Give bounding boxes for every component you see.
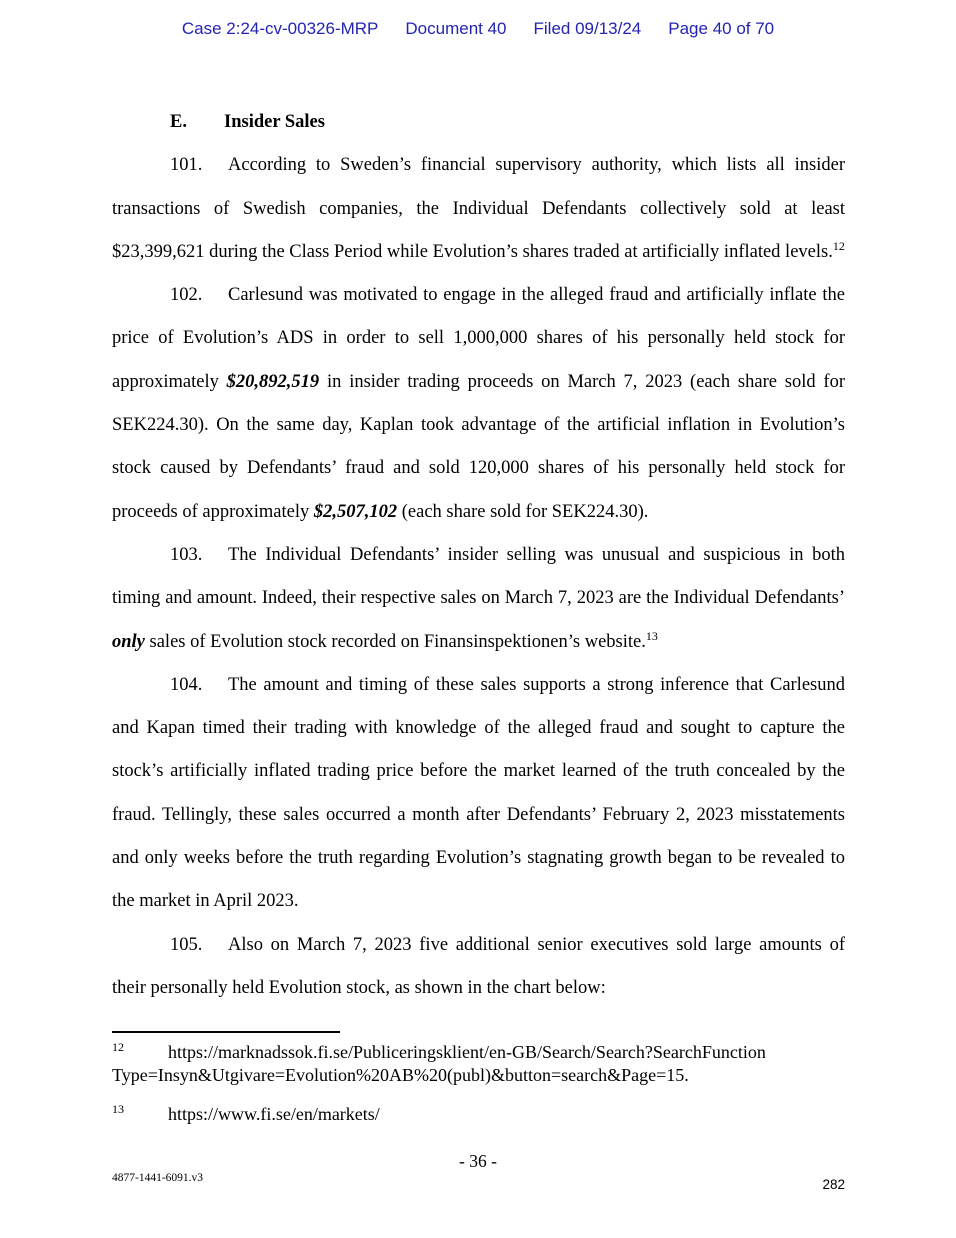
paragraph-101: [112, 144, 845, 274]
footnote-12: 12 https://marknadssok.fi.se/Publiceringsklient/en-GB/Search/Search?SearchFunction Type=Insyn&Utgivare=Evolution%20AB%20(publ)&button=search&Page=15.: [112, 1041, 845, 1087]
section-heading: [112, 101, 845, 144]
court-filing-stamp: [0, 19, 956, 39]
text-run: (each share sold for SEK224.30).: [397, 501, 649, 522]
paragraph-105: [112, 924, 845, 1011]
paragraph-102: [112, 274, 845, 534]
paragraph-number: 102.: [170, 285, 203, 306]
document-body: [112, 101, 845, 1010]
text-run: According to Sweden’s financial supervisory authority, which lists all insider transactions of Swedish companies, the Individual Defendants collectively sold at least $23,399,621 during the Class Period while Evolution’s shares traded at artificially inflated levels.: [112, 155, 845, 262]
paragraph-103: [112, 534, 845, 664]
paragraph-number: 103.: [170, 544, 203, 565]
paragraph-number: 104.: [170, 674, 203, 695]
page-number: - 36 -: [459, 1151, 497, 1171]
emphasized-word: only: [112, 631, 145, 652]
document-control-number: 4877-1441-6091.v3: [112, 1172, 204, 1184]
emphasized-amount: $20,892,519: [226, 371, 320, 392]
paragraph-number: 101.: [170, 155, 203, 176]
bates-number: 282: [822, 1177, 845, 1192]
footnotes-section: [112, 1031, 845, 1126]
text-run: in insider trading proceeds on March 7, 2023 (each share sold for SEK224.30). On the same day, Kaplan took advantage of the artificial inflation in Evolution’s stock caused by Defendants’ fraud and sold 120,000 shares of his personally held stock for proceeds of approximately: [112, 371, 845, 522]
footnote-ref-13: 13: [645, 628, 658, 643]
stamp-page-of: Page 40 of 70: [668, 19, 775, 38]
footnote-url: https://www.fi.se/en/markets/: [168, 1104, 380, 1124]
text-run: The amount and timing of these sales supports a strong inference that Carlesund and Kapan timed their trading with knowledge of the alleged fraud and sought to capture the stock’s artificially inflated trading price before the market learned of the truth concealed by the fraud. Tellingly, these sales occurred a month after Defendants’ February 2, 2023 misstatements and only weeks before the truth regarding Evolution’s stagnating growth began to be revealed to the market in April 2023.: [112, 674, 845, 912]
paragraph-104: [112, 664, 845, 924]
section-title: Insider Sales: [224, 112, 325, 132]
emphasized-amount: $2,507,102: [313, 501, 398, 522]
text-run: sales of Evolution stock recorded on Finansinspektionen’s website.: [144, 631, 646, 652]
stamp-case-number: Case 2:24-cv-00326-MRP: [181, 19, 379, 38]
footnote-separator-rule: [112, 1031, 340, 1033]
footnote-url-continued: Type=Insyn&Utgivare=Evolution%20AB%20(publ)&button=search&Page=15.: [112, 1065, 689, 1085]
text-run: Also on March 7, 2023 five additional senior executives sold large amounts of their personally held Evolution stock, as shown in the chart below:: [112, 934, 845, 998]
text-run: Carlesund was motivated to engage in the alleged fraud and artificially inflate the price of Evolution’s ADS in order to sell 1,000,000 shares of his personally held stock for approximately: [112, 285, 845, 392]
stamp-document-number: Document 40: [405, 19, 507, 38]
footnote-url: https://marknadssok.fi.se/Publiceringsklient/en-GB/Search/Search?SearchFunction: [168, 1042, 766, 1062]
footnote-ref-12: 12: [832, 238, 845, 253]
text-run: The Individual Defendants’ insider selling was unusual and suspicious in both timing and amount. Indeed, their respective sales on March 7, 2023 are the Individual Defendants’: [112, 544, 845, 609]
paragraph-number: 105.: [170, 934, 203, 955]
footnote-13: 13 https://www.fi.se/en/markets/: [112, 1102, 380, 1124]
stamp-filed-date: Filed 09/13/24: [533, 19, 642, 38]
section-letter: E.: [170, 112, 187, 132]
